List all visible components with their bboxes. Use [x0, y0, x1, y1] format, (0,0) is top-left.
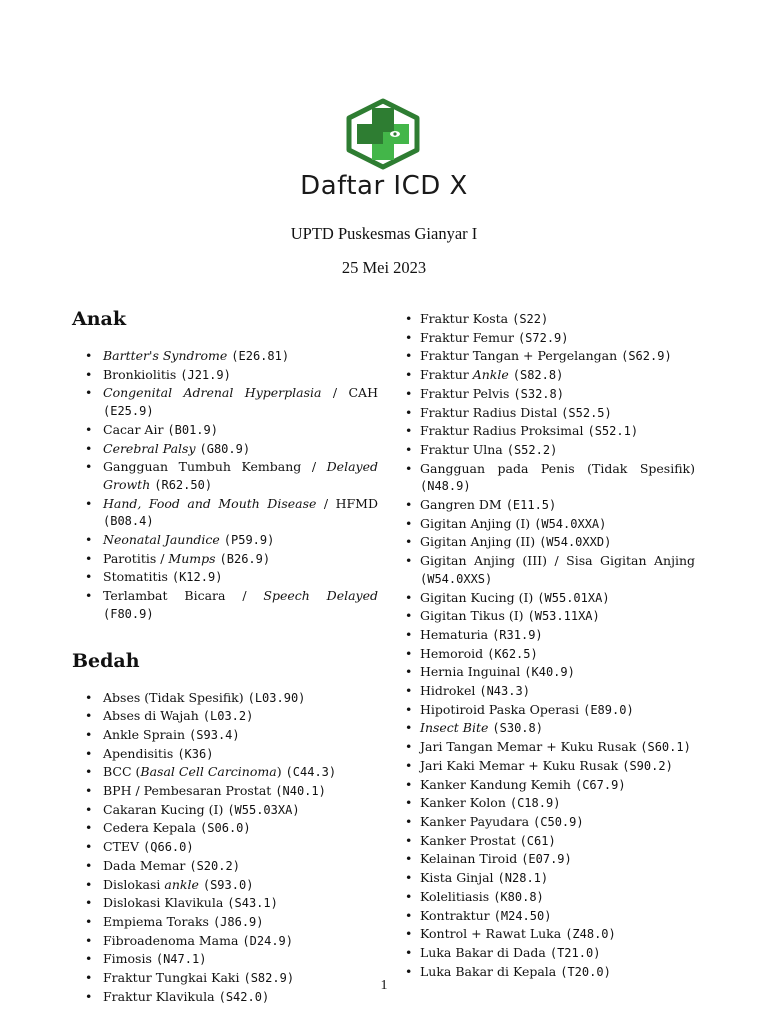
diagnosis-name-part: Kelainan Tiroid	[420, 851, 522, 867]
diagnosis-item	[405, 757, 695, 776]
icd-code: (K62.5)	[487, 646, 538, 661]
diagnosis-name-part: Fraktur	[420, 367, 473, 383]
icd-code: (S52.2)	[506, 442, 558, 457]
icd-code: (C44.3)	[285, 765, 337, 780]
diagnosis-name-part: Jari Tangan Memar + Kuku Rusak	[420, 739, 641, 755]
diagnosis-name-part: Gigitan Anjing (III) / Sisa Gigitan Anjing	[420, 553, 695, 569]
diagnosis-name-part: Gigitan Anjing (I)	[420, 515, 535, 531]
diagnosis-name-part: Jari Kaki Memar + Kuku Rusak	[420, 757, 623, 773]
diagnosis-item	[405, 701, 695, 720]
diagnosis-item	[72, 707, 378, 726]
icd-code: (W55.03XA)	[227, 802, 300, 817]
diagnosis-item	[405, 663, 695, 682]
diagnosis-item	[72, 763, 378, 782]
diagnosis-item	[72, 726, 378, 745]
icd-code: (S90.2)	[622, 758, 673, 773]
diagnosis-item	[72, 421, 378, 440]
diagnosis-item	[405, 776, 695, 795]
diagnosis-name-part: Fraktur Radius Distal	[420, 404, 562, 420]
diagnosis-item	[405, 682, 695, 701]
diagnosis-name-part: Fibroadenoma Mama	[103, 932, 243, 948]
diagnosis-item	[405, 329, 695, 348]
icd-code: (N40.1)	[275, 784, 326, 799]
diagnosis-name-part: Ankle Sprain	[103, 726, 190, 742]
diagnosis-item	[72, 745, 378, 764]
diagnosis-item	[405, 496, 695, 515]
diagnosis-name-part: ankle	[164, 876, 199, 892]
diagnosis-name-part: Basal Cell Carcinoma	[140, 764, 277, 780]
section-title-bedah: Bedah	[72, 649, 140, 672]
diagnosis-name-part: Fraktur Tangan + Pergelangan	[420, 348, 622, 364]
diagnosis-item	[405, 347, 695, 366]
diagnosis-name-part: Abses (Tidak Spesifik)	[103, 689, 248, 705]
diagnosis-item	[405, 441, 695, 460]
diagnosis-item	[405, 404, 695, 423]
diagnosis-name-part: Gigitan Kucing (I)	[420, 589, 538, 605]
diagnosis-item	[72, 913, 378, 932]
icd-code: (R62.50)	[154, 477, 213, 492]
icd-code: (L03.90)	[247, 690, 306, 705]
diagnosis-item	[405, 832, 695, 851]
diagnosis-name-part: Fraktur Kosta	[420, 311, 513, 326]
icd-code: (S06.0)	[200, 821, 251, 836]
icd-code: (S82.8)	[512, 368, 564, 383]
icd-code: (E25.9)	[103, 404, 154, 419]
icd-code: (C61)	[519, 833, 556, 848]
icd-code: (S22)	[512, 312, 549, 326]
diagnosis-name-part: Delayed Growth	[103, 459, 378, 492]
icd-code: (N28.1)	[497, 871, 549, 886]
icd-code: (C67.9)	[574, 777, 626, 792]
diagnosis-name-part: Gigitan Tikus (I)	[420, 608, 528, 624]
diagnosis-name-part: Terlambat Bicara /	[103, 588, 264, 604]
diagnosis-name-part: Kontrol + Rawat Luka	[420, 926, 566, 942]
icd-code: (S93.4)	[189, 727, 240, 742]
icd-code: (J86.9)	[212, 914, 264, 929]
diagnosis-item	[405, 589, 695, 608]
diagnosis-name-part: Ankle	[472, 367, 509, 383]
diagnosis-item	[72, 384, 378, 420]
diagnosis-name-part: Apendisitis	[103, 745, 178, 761]
right-column	[405, 310, 695, 981]
diagnosis-name-part: Kista Ginjal	[420, 870, 498, 886]
icd-code: (E11.5)	[505, 498, 557, 513]
diagnosis-name-part: Fraktur Pelvis	[420, 385, 514, 401]
diagnosis-item	[405, 738, 695, 757]
icd-code: (J21.9)	[180, 367, 231, 382]
diagnosis-name-part: BPH / Pembesaran Prostat	[103, 783, 276, 799]
icd-code: (W54.0XXA)	[534, 516, 607, 531]
diagnosis-name-part: Luka Bakar di Kepala	[420, 963, 561, 979]
diagnosis-item	[72, 347, 378, 366]
icd-code: (D24.9)	[242, 933, 293, 948]
diagnosis-name-part: Kanker Kolon	[420, 795, 510, 811]
diagnosis-item	[405, 869, 695, 888]
icd-code: (B26.9)	[219, 551, 271, 566]
diagnosis-name-part: Dada Memar	[103, 857, 190, 873]
icd-code: (R31.9)	[492, 627, 543, 642]
diagnosis-name-part: Gangren DM	[420, 497, 506, 513]
diagnosis-name-part: Kolelitiasis	[420, 888, 494, 904]
diagnosis-item	[72, 894, 378, 913]
icd-code: (S52.1)	[587, 424, 639, 439]
icd-code: (S32.8)	[513, 386, 564, 401]
diagnosis-name-part: Cakaran Kucing (I)	[103, 801, 228, 817]
diagnosis-item	[72, 440, 378, 459]
anak-list	[72, 347, 378, 624]
diagnosis-item	[72, 689, 378, 708]
diagnosis-name-part: Cedera Kepala	[103, 820, 201, 836]
diagnosis-name-part: Neonatal Jaundice	[103, 532, 220, 548]
icd-code: (K80.8)	[493, 889, 544, 904]
icd-code: (K12.9)	[171, 570, 223, 585]
diagnosis-name-part: Fraktur Klavikula	[103, 988, 219, 1004]
diagnosis-name-part: Dislokasi	[103, 876, 165, 892]
diagnosis-item	[405, 794, 695, 813]
diagnosis-item	[72, 932, 378, 951]
diagnosis-name-part: Kontraktur	[420, 907, 494, 923]
icd-code: (E89.0)	[583, 702, 634, 717]
diagnosis-name-part: Empiema Toraks	[103, 913, 213, 929]
diagnosis-name-part: Gangguan Tumbuh Kembang /	[103, 459, 327, 475]
icd-code: (S30.8)	[492, 721, 543, 736]
icd-code: (E07.9)	[521, 852, 572, 867]
icd-code: (W53.11XA)	[527, 609, 600, 624]
green-cross-hexagon-icon	[345, 98, 421, 170]
bedah-list	[72, 689, 378, 1007]
diagnosis-item	[405, 907, 695, 926]
diagnosis-name-part: Stomatitis	[103, 569, 172, 585]
diagnosis-item	[405, 385, 695, 404]
icd-code: (S93.0)	[202, 877, 254, 892]
icd-code: (C50.9)	[533, 814, 584, 829]
diagnosis-name-part: Gangguan pada Penis (Tidak Spesifik)	[420, 460, 695, 476]
diagnosis-name-part: Fraktur Radius Proksimal	[420, 423, 588, 439]
diagnosis-name-part: Parotitis /	[103, 550, 169, 566]
left-column	[72, 305, 378, 1007]
diagnosis-name-part: BCC (	[103, 764, 141, 780]
icd-code: (S60.1)	[640, 740, 691, 755]
diagnosis-item	[72, 876, 378, 895]
diagnosis-item	[405, 719, 695, 738]
diagnosis-name-part: Kanker Prostat	[420, 832, 520, 848]
diagnosis-name-part: Kanker Kandung Kemih	[420, 776, 575, 792]
diagnosis-item	[72, 550, 378, 569]
diagnosis-name-part: / CAH	[321, 385, 378, 401]
icd-code: (N48.9)	[420, 479, 471, 494]
diagnosis-item	[405, 925, 695, 944]
icd-code: (N43.3)	[479, 684, 530, 699]
diagnosis-item	[72, 458, 378, 494]
diagnosis-item	[405, 888, 695, 907]
diagnosis-name-part: Gigitan Anjing (II)	[420, 534, 540, 550]
diagnosis-item	[72, 587, 378, 623]
diagnosis-name-part: / HFMD	[316, 495, 378, 511]
document-date: 25 Mei 2023	[341, 258, 427, 277]
diagnosis-item	[405, 607, 695, 626]
diagnosis-item	[72, 801, 378, 820]
diagnosis-item	[405, 460, 695, 496]
icd-code: (S62.9)	[621, 349, 672, 364]
icd-code: (W54.0XXD)	[539, 535, 612, 550]
diagnosis-name-part: Cerebral Palsy	[103, 440, 196, 456]
diagnosis-name-part: CTEV	[103, 839, 144, 855]
icd-code: (T21.0)	[549, 945, 601, 960]
document-title: Daftar ICD X	[300, 171, 468, 201]
diagnosis-item	[405, 645, 695, 664]
diagnosis-name-part: Hematuria	[420, 626, 493, 642]
icd-code: (S52.5)	[561, 405, 612, 420]
diagnosis-item	[405, 533, 695, 552]
diagnosis-name-part: Fraktur Femur	[420, 329, 518, 345]
page-number: 1	[380, 978, 388, 993]
diagnosis-name-part: Fimosis	[103, 951, 156, 967]
diagnosis-name-part: Mumps	[168, 550, 216, 566]
icd-code: (E26.81)	[231, 349, 290, 363]
bedah-list-continued	[405, 310, 695, 981]
diagnosis-item	[72, 950, 378, 969]
diagnosis-item	[405, 366, 695, 385]
diagnosis-name-part: Hidrokel	[420, 683, 480, 699]
diagnosis-name-part: Cacar Air	[103, 421, 168, 437]
diagnosis-name-part: Kanker Payudara	[420, 813, 534, 829]
diagnosis-item	[72, 838, 378, 857]
icd-code: (F80.9)	[103, 606, 154, 621]
diagnosis-name-part: Bartter's Syndrome	[103, 348, 228, 363]
diagnosis-name-part: Abses di Wajah	[103, 708, 203, 724]
diagnosis-name-part: Hernia Inguinal	[420, 664, 525, 680]
diagnosis-item	[405, 944, 695, 963]
icd-code: (Z48.0)	[565, 927, 616, 942]
icd-code: (S82.9)	[243, 971, 295, 986]
icd-code: (L03.2)	[202, 709, 254, 724]
section-title-anak: Anak	[72, 308, 127, 330]
diagnosis-name-part: Speech Delayed	[263, 588, 378, 604]
icd-code: (S43.1)	[227, 896, 278, 911]
diagnosis-item	[405, 310, 695, 329]
diagnosis-name-part: Dislokasi Klavikula	[103, 895, 228, 911]
icd-code: (T20.0)	[560, 964, 611, 979]
diagnosis-item	[405, 813, 695, 832]
diagnosis-name-part: Fraktur Tungkai Kaki	[103, 970, 244, 986]
diagnosis-item	[405, 515, 695, 534]
diagnosis-name-part: )	[276, 764, 286, 780]
icd-code: (P59.9)	[223, 533, 275, 548]
diagnosis-item	[405, 850, 695, 869]
icd-code: (B01.9)	[167, 422, 218, 437]
icd-code: (C18.9)	[509, 796, 561, 811]
diagnosis-item	[72, 531, 378, 550]
diagnosis-name-part: Hipotiroid Paska Operasi	[420, 701, 584, 717]
icd-code: (G80.9)	[199, 441, 251, 456]
diagnosis-name-part: Luka Bakar di Dada	[420, 944, 550, 960]
icd-code: (N47.1)	[155, 952, 207, 967]
diagnosis-name-part: Hemoroid	[420, 645, 488, 661]
diagnosis-name-part: Bronkiolitis	[103, 366, 181, 382]
icd-code: (S72.9)	[517, 330, 569, 345]
diagnosis-item	[72, 495, 378, 531]
diagnosis-item	[72, 782, 378, 801]
diagnosis-item	[405, 552, 695, 588]
diagnosis-item	[405, 422, 695, 441]
organization-name: UPTD Puskesmas Gianyar I	[290, 224, 478, 243]
diagnosis-item	[72, 857, 378, 876]
icd-code: (B08.4)	[103, 514, 154, 529]
icd-code: (S20.2)	[189, 858, 240, 873]
icd-code: (K36)	[177, 746, 214, 761]
icd-code: (W54.0XXS)	[420, 571, 493, 586]
icd-code: (W55.01XA)	[537, 590, 610, 605]
diagnosis-name-part: Fraktur Ulna	[420, 441, 507, 457]
icd-code: (M24.50)	[493, 908, 552, 923]
diagnosis-item	[72, 568, 378, 587]
diagnosis-name-part: Insect Bite	[420, 720, 489, 736]
diagnosis-item	[72, 819, 378, 838]
diagnosis-name-part: Hand, Food and Mouth Disease	[103, 495, 317, 511]
diagnosis-item	[405, 626, 695, 645]
diagnosis-item	[72, 366, 378, 385]
diagnosis-name-part: Congenital Adrenal Hyperplasia	[103, 385, 322, 401]
icd-code: (Q66.0)	[143, 840, 194, 855]
icd-code: (K40.9)	[524, 665, 575, 680]
icd-code: (S42.0)	[218, 989, 270, 1004]
